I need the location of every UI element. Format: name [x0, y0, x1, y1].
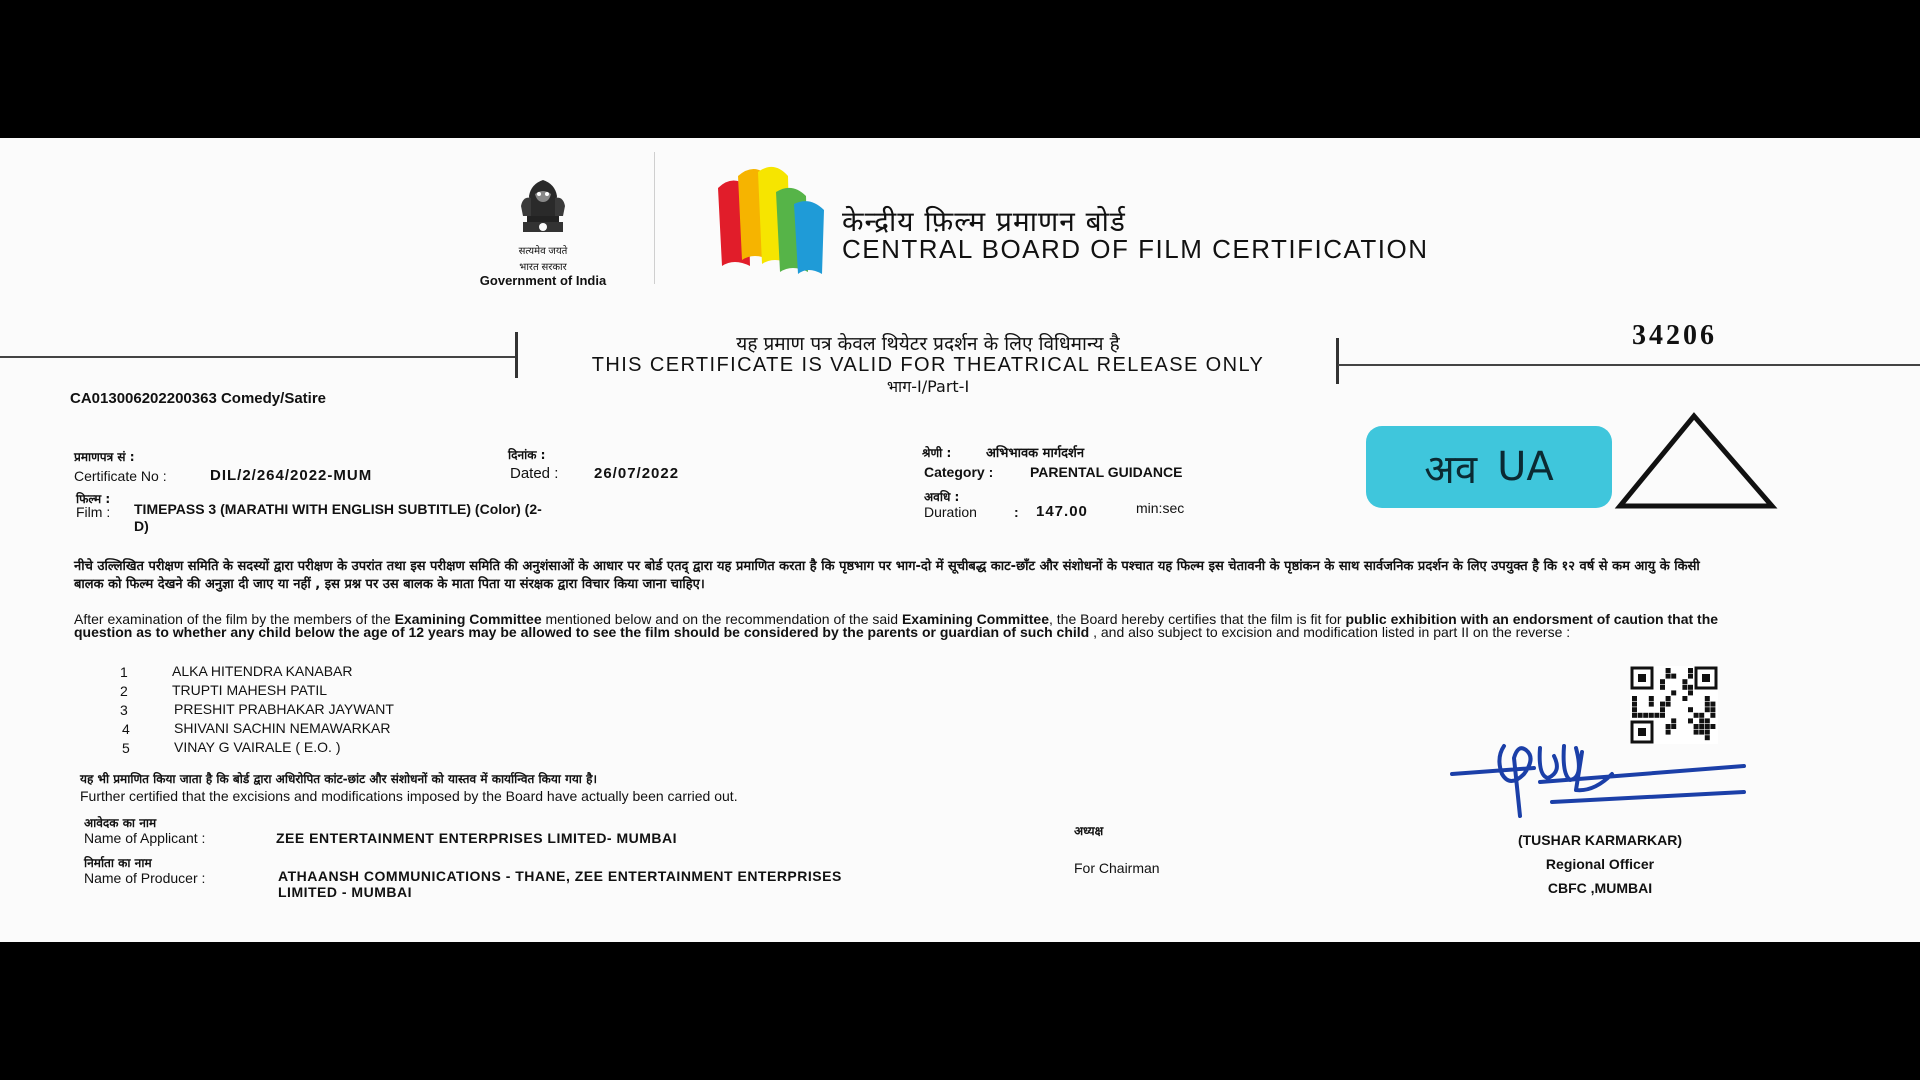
- certificate-no-value: DIL/2/264/2022-MUM: [210, 467, 373, 484]
- officer-block: [1460, 828, 1740, 900]
- serial-number: 34206: [1632, 320, 1717, 351]
- chairman-label-hindi: अध्यक्ष: [1074, 824, 1104, 838]
- film-title-continued: D): [134, 518, 149, 534]
- government-of-india-label: Government of India: [479, 273, 607, 288]
- committee-member: VINAY G VAIRALE ( E.O. ): [174, 739, 341, 755]
- committee-member: ALKA HITENDRA KANABAR: [172, 663, 353, 679]
- category-label-hindi: श्रेणी :: [922, 446, 952, 460]
- part-label: भाग-I/Part-I: [886, 377, 970, 396]
- film-label: Film :: [76, 504, 111, 520]
- validity-english: THIS CERTIFICATE IS VALID FOR THEATRICAL RELEASE ONLY: [591, 354, 1265, 376]
- rule-tick-left: [515, 332, 518, 378]
- committee-number: 3: [120, 702, 128, 718]
- certificate-no-label-hindi: प्रमाणपत्र सं :: [74, 450, 135, 464]
- cert-text-part: mentioned below and on the recommendation of the said: [541, 611, 902, 627]
- committee-member: SHIVANI SACHIN NEMAWARKAR: [174, 720, 391, 736]
- producer-value-continued: LIMITED - MUMBAI: [278, 884, 412, 900]
- category-value: PARENTAL GUIDANCE: [1030, 464, 1183, 480]
- warning-triangle-icon: [1614, 410, 1778, 512]
- date-value: 26/07/2022: [594, 465, 680, 482]
- producer-value: ATHAANSH COMMUNICATIONS - THANE, ZEE ENTERTAINMENT ENTERPRISES: [278, 868, 842, 884]
- date-label-hindi: दिनांक :: [508, 448, 546, 462]
- committee-number: 5: [122, 740, 130, 756]
- cert-text-part: , the Board hereby certifies that the film is fit for: [1049, 611, 1346, 627]
- producer-label: Name of Producer :: [84, 870, 206, 886]
- cert-text-bold: Examining Committee: [901, 611, 1049, 627]
- further-certified-english: Further certified that the excisions and modifications imposed by the Board have actually been carried out.: [80, 788, 738, 804]
- cbfc-logo-icon: [712, 162, 830, 280]
- cert-text-bold: Examining Committee: [394, 611, 542, 627]
- rule-tick-right: [1336, 338, 1339, 384]
- film-title: TIMEPASS 3 (MARATHI WITH ENGLISH SUBTITLE) (Color) (2-: [134, 501, 542, 517]
- cert-text-part: , and also subject to excision and modification listed in part II on the reverse :: [1089, 624, 1571, 640]
- certification-text-english: [74, 613, 1730, 639]
- applicant-label-hindi: आवेदक का नाम: [84, 816, 157, 830]
- validity-hindi: यह प्रमाण पत्र केवल थियेटर प्रदर्शन के लिए विधिमान्य है: [736, 333, 1120, 355]
- film-label-hindi: फिल्म :: [76, 492, 111, 506]
- date-label: Dated :: [510, 465, 559, 482]
- duration-separator: :: [1014, 504, 1019, 520]
- officer-office: CBFC ,MUMBAI: [1547, 880, 1653, 896]
- cert-text-part: After examination of the film by the members of the: [74, 611, 395, 627]
- committee-member: TRUPTI MAHESH PATIL: [172, 682, 328, 698]
- header-divider: [654, 152, 655, 284]
- government-emblem: [468, 166, 618, 288]
- rating-badge: [1366, 426, 1612, 508]
- duration-label-hindi: अवधि :: [924, 490, 960, 504]
- applicant-label: Name of Applicant :: [84, 830, 206, 846]
- committee-number: 4: [122, 721, 130, 737]
- committee-number: 2: [120, 683, 128, 699]
- committee-number: 1: [120, 664, 128, 680]
- certificate-no-label: Certificate No :: [74, 468, 167, 484]
- lion-capital-icon: [501, 166, 585, 236]
- producer-label-hindi: निर्माता का नाम: [84, 856, 152, 870]
- committee-member: PRESHIT PRABHAKAR JAYWANT: [174, 701, 394, 717]
- rule-line-left: [0, 356, 517, 358]
- emblem-motto: सत्यमेव जयते: [518, 246, 568, 257]
- ca-code: CA013006202200363 Comedy/Satire: [70, 390, 327, 407]
- certification-text-hindi: नीचे उल्लिखित परीक्षण समिति के सदस्यों द्वारा परीक्षण के उपरांत तथा इस परीक्षण समिति की अनुशंसाओं के आधार पर बोर्ड एतद् द्वारा यह प्रमाणित करता है कि पृष्ठभाग पर भाग-दो में सूचीबद्ध काट-छाँट और संशोधनों के पश्चात यह फिल्म इस चेतावनी के पृष्ठांकन के साथ सार्वजनिक प्रदर्शन के लिए उपयुक्त है कि १२ वर्ष से कम आयु के किसी बालक को फिल्म देखने की अनुज्ञा दी जाए या नहीं , इस प्रश्न पर उस बालक के माता पिता या संरक्षक द्वारा विचार किया जाना चाहिए।: [74, 559, 1700, 592]
- rating-hindi: अव: [1424, 446, 1478, 493]
- board-name-english: CENTRAL BOARD OF FILM CERTIFICATION: [842, 234, 1429, 264]
- rating-english: UA: [1497, 444, 1554, 490]
- rule-line-right: [1338, 364, 1920, 366]
- category-label: Category :: [924, 464, 994, 480]
- duration-label: Duration: [924, 504, 977, 520]
- further-certified-hindi: यह भी प्रमाणित किया जाता है कि बोर्ड द्वारा अधिरोपित कांट-छांट और संशोधनों को यास्तव में कार्यान्वित किया गया है।: [80, 772, 597, 786]
- validity-statement: [530, 334, 1326, 397]
- signature-image: [1444, 728, 1750, 828]
- officer-title: Regional Officer: [1545, 856, 1655, 872]
- certificate-document: [0, 138, 1920, 942]
- officer-name: (TUSHAR KARMARKAR): [1517, 832, 1683, 848]
- board-name-hindi: केन्द्रीय फ़िल्म प्रमाणन बोर्ड: [842, 205, 1126, 238]
- emblem-country-hindi: भारत सरकार: [519, 262, 567, 273]
- for-chairman-label: For Chairman: [1074, 860, 1160, 876]
- category-value-hindi: अभिभावक मार्गदर्शन: [986, 446, 1085, 461]
- applicant-value: ZEE ENTERTAINMENT ENTERPRISES LIMITED- MUMBAI: [276, 830, 678, 846]
- duration-value: 147.00: [1036, 503, 1088, 520]
- cert-text-bold: public exhibition with an endorsment of caution that the question as to whether any child below the age of 12 years may be allowed to see the film should be considered by the parents or guardian of such child: [74, 611, 1719, 640]
- duration-unit: min:sec: [1136, 500, 1185, 516]
